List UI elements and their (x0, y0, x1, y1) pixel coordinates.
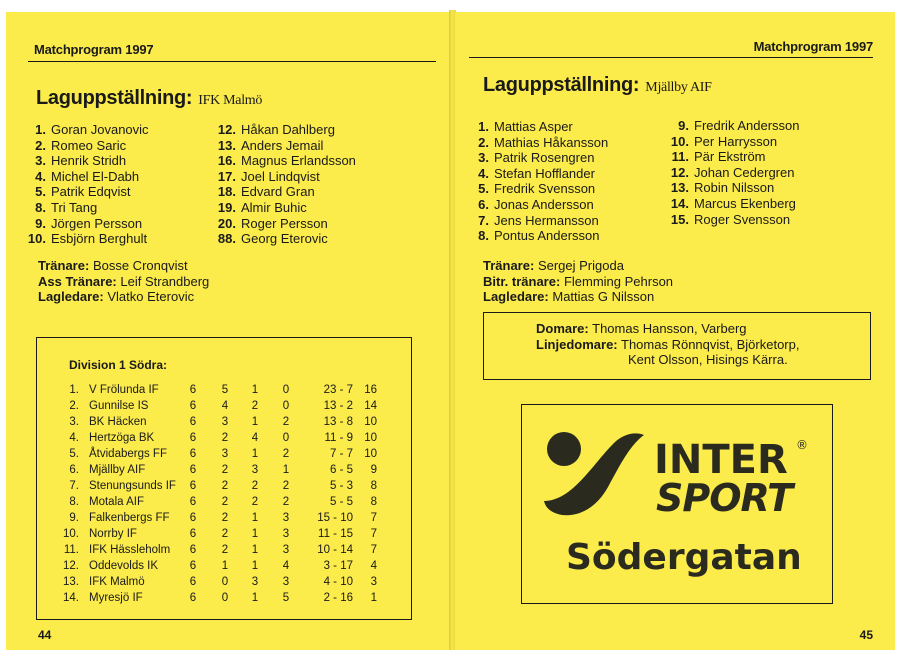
player-name: Goran Jovanovic (51, 122, 149, 137)
staff-row (38, 258, 209, 274)
standings-played: 6 (189, 416, 197, 428)
player-number: 5. (35, 184, 46, 200)
player-row (467, 150, 608, 166)
player-number: 16. (217, 153, 236, 169)
standings-draws: 1 (251, 416, 259, 428)
player-number: 8. (478, 228, 489, 244)
player-row (667, 134, 800, 150)
player-name: Roger Persson (241, 215, 328, 231)
logo-ball-icon (547, 432, 581, 466)
standings-goals: 13 - 2 (323, 400, 353, 412)
player-row (24, 122, 149, 138)
player-name: Johan Cedergren (694, 164, 795, 180)
player-list-column-1 (24, 122, 149, 247)
standings-wins: 5 (221, 384, 229, 396)
lineup-team-name: Mjällby AIF (645, 80, 712, 95)
player-number: 9. (678, 118, 689, 133)
standings-goals: 10 - 14 (317, 544, 353, 556)
standings-wins: 2 (221, 432, 229, 444)
page-number: 45 (859, 628, 873, 642)
standings-position: 12. (63, 560, 79, 572)
standings-points: 7 (370, 544, 377, 556)
player-name: Pär Ekström (694, 149, 766, 165)
standings-goals: 23 - 7 (323, 384, 353, 396)
player-row (467, 135, 608, 151)
player-name: Henrik Stridh (51, 153, 127, 169)
table-row (37, 544, 411, 560)
standings-losses: 0 (282, 400, 290, 412)
standings-losses: 3 (282, 512, 290, 524)
standings-wins: 1 (221, 560, 229, 572)
standings-team: V Frölunda IF (89, 384, 159, 396)
standings-position: 2. (69, 400, 79, 412)
player-number: 88. (217, 231, 236, 247)
linesmen-line-2: Kent Olsson, Hisings Kärra. (628, 352, 788, 368)
standings-points: 7 (370, 512, 377, 524)
standings-draws: 3 (251, 464, 259, 476)
standings-played: 6 (189, 448, 197, 460)
page-number: 44 (38, 628, 52, 642)
player-number: 6. (478, 196, 489, 212)
standings-goals: 15 - 10 (317, 512, 353, 524)
standings-draws: 1 (251, 512, 259, 524)
player-row (214, 138, 356, 154)
standings-played: 6 (189, 560, 197, 572)
standings-wins: 2 (221, 528, 229, 540)
page-header: Matchprogram 1997 (753, 39, 873, 54)
standings-team: Motala AIF (89, 496, 144, 508)
staff-row (483, 258, 673, 274)
standings-position: 11. (63, 544, 79, 556)
player-row (24, 138, 149, 154)
ad-registered-mark: ® (796, 438, 808, 452)
standings-points: 10 (364, 432, 377, 444)
standings-table (36, 337, 412, 620)
standings-points: 1 (370, 592, 377, 604)
intersport-ad (521, 404, 833, 604)
player-row (24, 184, 149, 200)
staff-name: Bosse Cronqvist (92, 258, 188, 273)
staff-role: Lagledare: (38, 289, 104, 305)
table-row (37, 528, 411, 544)
staff-row (483, 274, 673, 290)
standings-losses: 2 (282, 480, 290, 492)
player-row (214, 153, 356, 169)
ad-brand-line-2: SPORT (656, 476, 792, 520)
standings-position: 5. (69, 448, 79, 460)
player-number: 2. (35, 137, 46, 153)
standings-team: Mjällby AIF (89, 464, 146, 476)
player-number: 17. (217, 168, 236, 184)
referee-name: Thomas Hansson, Varberg (592, 321, 747, 336)
staff-name: Flemming Pehrson (563, 273, 674, 289)
ad-brand-line-1: INTER (654, 437, 788, 483)
standings-played: 6 (189, 480, 197, 492)
standings-team: Stenungsunds IF (89, 480, 176, 492)
standings-wins: 2 (221, 544, 229, 556)
player-row (24, 216, 149, 232)
standings-points: 8 (370, 496, 377, 508)
player-name: Robin Nilsson (694, 180, 775, 196)
player-row (667, 196, 800, 212)
player-row (214, 216, 356, 232)
table-row (37, 464, 411, 480)
player-name: Esbjörn Berghult (51, 231, 148, 247)
player-number: 8. (35, 199, 46, 215)
ad-location: Södergatan (566, 537, 802, 578)
standings-goals: 7 - 7 (329, 448, 353, 460)
page-header: Matchprogram 1997 (34, 42, 154, 57)
standings-played: 6 (189, 400, 197, 412)
standings-position: 14. (63, 592, 79, 604)
player-row (467, 228, 608, 244)
staff-list (483, 258, 673, 305)
player-name: Jens Hermansson (494, 212, 599, 228)
standings-played: 6 (189, 384, 197, 396)
lineup-title-label: Laguppställning: (36, 87, 193, 109)
player-number: 3. (478, 150, 489, 166)
player-number: 5. (478, 181, 489, 197)
player-name: Håkan Dahlberg (241, 122, 335, 137)
player-name: Mattias Asper (494, 119, 573, 134)
player-number: 1. (478, 119, 489, 134)
standings-team: IFK Malmö (89, 576, 145, 588)
player-name: Patrik Edqvist (51, 184, 131, 200)
staff-name: Leif Strandberg (120, 273, 210, 289)
staff-role: Tränare: (483, 258, 535, 273)
standings-wins: 3 (221, 448, 229, 460)
standings-team: Gunnilse IS (89, 400, 149, 412)
lineup-title (36, 87, 262, 110)
standings-wins: 4 (221, 400, 229, 412)
standings-played: 6 (189, 496, 197, 508)
standings-losses: 1 (282, 464, 290, 476)
standings-played: 6 (189, 592, 197, 604)
table-row (37, 576, 411, 592)
standings-team: Myresjö IF (89, 592, 143, 604)
standings-draws: 1 (251, 544, 259, 556)
standings-position: 3. (69, 416, 79, 428)
staff-role: Bitr. tränare: (483, 273, 561, 289)
linesmen-line-1: Thomas Rönnqvist, Björketorp, (621, 336, 800, 352)
standings-draws: 1 (251, 528, 259, 540)
player-row (24, 231, 149, 247)
staff-role: Tränare: (38, 258, 90, 273)
standings-goals: 4 - 10 (323, 576, 353, 588)
player-name: Almir Buhic (241, 199, 307, 215)
standings-draws: 3 (251, 576, 259, 588)
standings-goals: 11 - 15 (318, 528, 353, 540)
player-number: 20. (217, 215, 236, 231)
table-row (37, 400, 411, 416)
staff-row (483, 289, 673, 305)
standings-title: Division 1 Södra: (69, 358, 168, 372)
standings-wins: 2 (221, 480, 229, 492)
player-list-column-1 (467, 119, 608, 244)
standings-wins: 0 (221, 576, 229, 588)
player-number: 10. (27, 231, 46, 247)
standings-team: Åtvidabergs FF (89, 448, 167, 460)
table-row (37, 496, 411, 512)
standings-team: Norrby IF (89, 528, 137, 540)
page-left (6, 12, 450, 650)
player-row (467, 213, 608, 229)
standings-played: 6 (189, 528, 197, 540)
table-row (37, 416, 411, 432)
standings-losses: 2 (282, 496, 290, 508)
standings-wins: 2 (221, 512, 229, 524)
player-name: Marcus Ekenberg (694, 195, 796, 211)
header-rule (28, 61, 436, 62)
standings-position: 10. (63, 528, 79, 540)
standings-goals: 6 - 5 (329, 464, 353, 476)
table-row (37, 512, 411, 528)
standings-goals: 2 - 16 (323, 592, 353, 604)
player-number: 19. (217, 199, 236, 215)
player-row (214, 169, 356, 185)
player-name: Edvard Gran (241, 184, 315, 200)
player-number: 12. (217, 122, 236, 137)
standings-losses: 2 (282, 448, 290, 460)
player-name: Tri Tang (51, 199, 98, 215)
intersport-logo (522, 405, 834, 605)
standings-position: 8. (69, 496, 79, 508)
player-name: Roger Svensson (694, 211, 791, 227)
standings-points: 16 (364, 384, 377, 396)
player-name: Fredrik Andersson (694, 118, 800, 133)
standings-goals: 5 - 3 (329, 480, 353, 492)
standings-team: IFK Hässleholm (89, 544, 171, 556)
player-number: 11. (671, 149, 689, 165)
standings-points: 7 (370, 528, 377, 540)
player-row (467, 181, 608, 197)
player-number: 3. (35, 153, 46, 169)
player-row (467, 119, 608, 135)
standings-goals: 13 - 8 (323, 416, 353, 428)
player-name: Jonas Andersson (494, 196, 594, 212)
header-rule (469, 57, 873, 58)
standings-points: 10 (364, 448, 377, 460)
player-number: 4. (478, 165, 489, 181)
player-row (667, 149, 800, 165)
player-name: Michel El-Dabh (51, 168, 140, 184)
player-name: Joel Lindqvist (241, 168, 320, 184)
standings-points: 8 (370, 480, 377, 492)
table-row (37, 448, 411, 464)
staff-role: Lagledare: (483, 289, 549, 305)
player-row (667, 212, 800, 228)
table-row (37, 384, 411, 400)
player-number: 13. (670, 180, 689, 196)
player-number: 9. (35, 215, 46, 231)
standings-played: 6 (189, 576, 197, 588)
standings-team: Hertzöga BK (89, 432, 155, 444)
referee-role: Domare: (536, 321, 589, 336)
player-name: Per Harrysson (694, 133, 778, 149)
standings-points: 9 (370, 464, 377, 476)
standings-points: 3 (370, 576, 377, 588)
player-number: 1. (35, 122, 46, 137)
player-row (667, 118, 800, 134)
standings-points: 10 (364, 416, 377, 428)
standings-wins: 2 (221, 464, 229, 476)
player-number: 2. (478, 134, 489, 150)
table-row (37, 560, 411, 576)
standings-goals: 5 - 5 (329, 496, 353, 508)
player-name: Jörgen Persson (51, 215, 143, 231)
standings-position: 6. (69, 464, 79, 476)
player-name: Georg Eterovic (241, 231, 328, 247)
standings-position: 9. (69, 512, 79, 524)
standings-losses: 4 (282, 560, 290, 572)
player-row (214, 231, 356, 247)
standings-draws: 1 (251, 592, 259, 604)
player-list-column-2 (667, 118, 800, 227)
standings-position: 4. (69, 432, 79, 444)
standings-wins: 2 (221, 496, 229, 508)
standings-wins: 0 (221, 592, 229, 604)
standings-draws: 1 (251, 560, 259, 572)
player-row (24, 169, 149, 185)
standings-losses: 3 (282, 576, 290, 588)
standings-draws: 2 (251, 400, 259, 412)
standings-team: Oddevolds IK (89, 560, 159, 572)
player-row (467, 197, 608, 213)
standings-losses: 0 (282, 432, 290, 444)
standings-losses: 0 (282, 384, 290, 396)
player-name: Stefan Hofflander (494, 165, 595, 181)
standings-losses: 3 (282, 528, 290, 540)
player-name: Romeo Saric (51, 137, 127, 153)
player-row (467, 166, 608, 182)
staff-role: Ass Tränare: (38, 273, 117, 289)
player-number: 13. (217, 137, 236, 153)
standings-losses: 3 (282, 544, 290, 556)
standings-draws: 2 (251, 480, 259, 492)
player-name: Mathias Håkansson (494, 134, 609, 150)
standings-losses: 2 (282, 416, 290, 428)
staff-row (38, 274, 209, 290)
standings-wins: 3 (221, 416, 229, 428)
staff-row (38, 289, 209, 305)
player-row (214, 200, 356, 216)
player-row (667, 165, 800, 181)
staff-list (38, 258, 209, 305)
standings-goals: 3 - 17 (323, 560, 353, 572)
player-number: 15. (670, 211, 689, 227)
standings-position: 7. (69, 480, 79, 492)
standings-draws: 4 (251, 432, 259, 444)
player-name: Magnus Erlandsson (241, 153, 356, 169)
player-name: Fredrik Svensson (494, 181, 596, 197)
player-number: 7. (478, 212, 489, 228)
standings-draws: 1 (251, 384, 259, 396)
standings-goals: 11 - 9 (324, 432, 353, 444)
player-number: 4. (35, 168, 46, 184)
standings-played: 6 (189, 544, 197, 556)
table-row (37, 432, 411, 448)
page-right (455, 12, 895, 650)
player-row (214, 122, 356, 138)
standings-points: 4 (370, 560, 377, 572)
player-list-column-2 (214, 122, 356, 247)
standings-played: 6 (189, 464, 197, 476)
player-row (24, 153, 149, 169)
standings-team: BK Häcken (89, 416, 147, 428)
lineup-title-label: Laguppställning: (483, 74, 640, 96)
standings-team: Falkenbergs FF (89, 512, 170, 524)
player-name: Anders Jemail (241, 137, 324, 153)
player-name: Pontus Andersson (494, 228, 600, 244)
lineup-title (483, 74, 712, 97)
player-row (24, 200, 149, 216)
table-row (37, 592, 411, 608)
standings-position: 13. (63, 576, 79, 588)
player-number: 12. (670, 164, 689, 180)
player-number: 10. (670, 133, 689, 149)
player-number: 18. (217, 184, 236, 200)
linesmen-role: Linjedomare: (536, 336, 618, 352)
staff-name: Sergej Prigoda (537, 258, 624, 273)
player-number: 14. (670, 195, 689, 211)
standings-played: 6 (189, 512, 197, 524)
player-row (667, 180, 800, 196)
player-row (214, 184, 356, 200)
standings-draws: 2 (251, 496, 259, 508)
staff-name: Vlatko Eterovic (107, 289, 195, 305)
standings-losses: 5 (282, 592, 290, 604)
table-row (37, 480, 411, 496)
player-name: Patrik Rosengren (494, 150, 595, 166)
standings-position: 1. (69, 384, 79, 396)
standings-points: 14 (364, 400, 377, 412)
standings-draws: 1 (251, 448, 259, 460)
lineup-team-name: IFK Malmö (198, 93, 263, 108)
staff-name: Mattias G Nilsson (552, 289, 655, 305)
referees-box (483, 312, 871, 380)
standings-played: 6 (189, 432, 197, 444)
